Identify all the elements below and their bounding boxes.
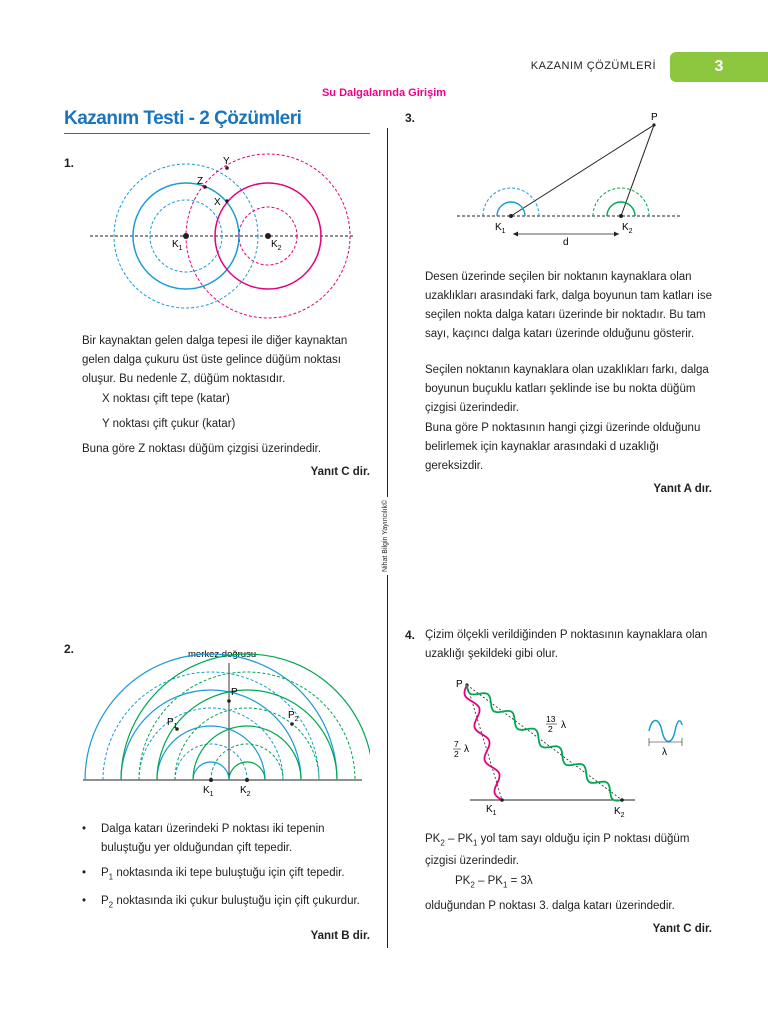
q2-bullet-1: • Dalga katarı üzerindeki P noktası iki tepenin buluştuğu yer olduğundan çift tepedir. [82,820,372,858]
question-3-number: 3. [405,111,416,125]
q2-label-center-line: merkez doğrusu [188,649,257,660]
q4-eq2: $PK_2 - PK_1 = 3\lambda$ [455,875,533,890]
q2-point-p2 [290,722,294,726]
q3-label-p: P [651,112,658,123]
q2-label-p2: $P_2$ [288,710,299,723]
q4-frac7-den: 2 [454,749,459,759]
q2-k2-source [245,778,249,782]
q2-k1-source [209,778,213,782]
q1-answer: Yanıt C dir. [310,466,370,478]
q4-label-p: P [456,679,463,690]
q2-label-k1: $K_1$ [203,785,214,798]
q2-bullet-2: • $P_1$ noktasında iki tepe buluştuğu için çift tepedir. [82,864,372,886]
q1-interference-figure [88,150,358,320]
q1-line-x: X noktası çift tepe (katar) [102,393,230,405]
q1-point-z [203,185,207,189]
q4-conclusion: olduğundan P noktası 3. dalga katarı üzerindedir. [425,900,675,912]
q2-interference-figure [80,645,370,805]
page-title: Kazanım Testi - 2 Çözümleri [64,108,302,129]
topic-heading: Su Dalgalarında Girişim [321,87,447,99]
question-1-number: 1. [64,156,75,170]
q3-label-k1: $K_1$ [495,222,506,235]
q4-frac7-lambda: λ [464,744,469,755]
q2-answer: Yanıt B dir. [310,930,370,942]
q4-answer: Yanıt C dir. [652,923,712,935]
q3-paragraph-3: Buna göre P noktasının hangi çizgi üzerinde olduğunu belirlemek için kaynaklar arasındaki d uzaklığı gereksizdir. [425,422,701,472]
q4-k1-source [500,798,504,802]
question-4-number: 4. [405,628,416,642]
q1-label-k1: $K_1$ [172,239,183,252]
q4-k2-source [620,798,624,802]
q1-label-x: X [214,197,221,208]
q4-wavelength-sample [649,721,682,742]
q3-answer: Yanıt A dır. [653,483,712,495]
q1-k1-source [183,233,189,239]
q3-paragraph-2: Seçilen noktanın kaynaklara olan uzaklıkları farkı, dalga boyunun buçuklu katları şeklinde ise bu nokta düğüm çizgisi üzerindedir. [425,364,709,414]
q1-label-k2: $K_2$ [271,239,282,252]
q4-path-figure [440,673,700,823]
q1-label-z: Z [197,176,204,187]
q1-paragraph: Bir kaynaktan gelen dalga tepesi ile diğer kaynaktan gelen dalga çukuru üst üste gelince düğüm noktası oluşur. Bu nedenle Z, düğüm noktasıdır. [82,335,348,385]
q4-frac7-num: 7 [454,739,459,749]
q1-conclusion: Buna göre Z noktası düğüm çizgisi üzerindedir. [82,443,322,455]
q2-bullet-list [82,820,372,921]
question-2-number: 2. [64,642,75,656]
q4-wavelength-label: λ [662,747,667,758]
q2-point-p [227,699,231,703]
q2-label-p1: $P_1$ [167,717,178,730]
q4-frac13-lambda: λ [561,720,566,731]
q4-label-k2: $K_2$ [614,806,625,819]
chapter-number-tab: 3 [670,52,768,82]
q4-frac13-num: 13 [546,714,556,724]
q4-intro: Çizim ölçekli verildiğinden P noktasının kaynaklara olan uzaklığı şekildeki gibi olur. [425,629,708,660]
q1-line-y: Y noktası çift çukur (katar) [102,418,236,430]
q3-path-figure [455,110,695,250]
q2-label-k2: $K_2$ [240,785,251,798]
q4-label-k1: $K_1$ [486,804,497,817]
title-underline [64,133,370,134]
q1-label-y: Y [223,156,230,167]
q2-bullet-3: • $P_2$ noktasında iki çukur buluştuğu için çift çukurdur. [82,892,372,914]
section-label: KAZANIM ÇÖZÜMLERİ [530,60,656,72]
q3-line-pk1 [511,125,654,216]
q4-eq1: $PK_2 - PK_1$ yol tam sayı olduğu için P noktası düğüm çizgisi üzerindedir. [425,833,690,868]
q3-label-d: d [563,237,569,248]
q3-label-k2: $K_2$ [622,222,633,235]
q4-wave-pk1 [465,685,503,800]
publisher-credit: Nihat Bilgin Yayıncılık© [382,497,389,575]
q4-frac13-den: 2 [548,724,553,734]
q2-label-p: P [231,687,238,698]
q1-point-x [225,199,229,203]
q3-k1-source [509,214,513,218]
q3-k2-source [619,214,623,218]
q3-paragraph-1: Desen üzerinde seçilen bir noktanın kaynaklara olan uzaklıkları arasındaki fark, dalga boyunun tam katları ise seçilen nokta dalga katarı üzerinde bir noktadır. Bu tam sayı, kaçıncı dalga katarı üzerinde olduğunu gösterir. [425,271,713,340]
